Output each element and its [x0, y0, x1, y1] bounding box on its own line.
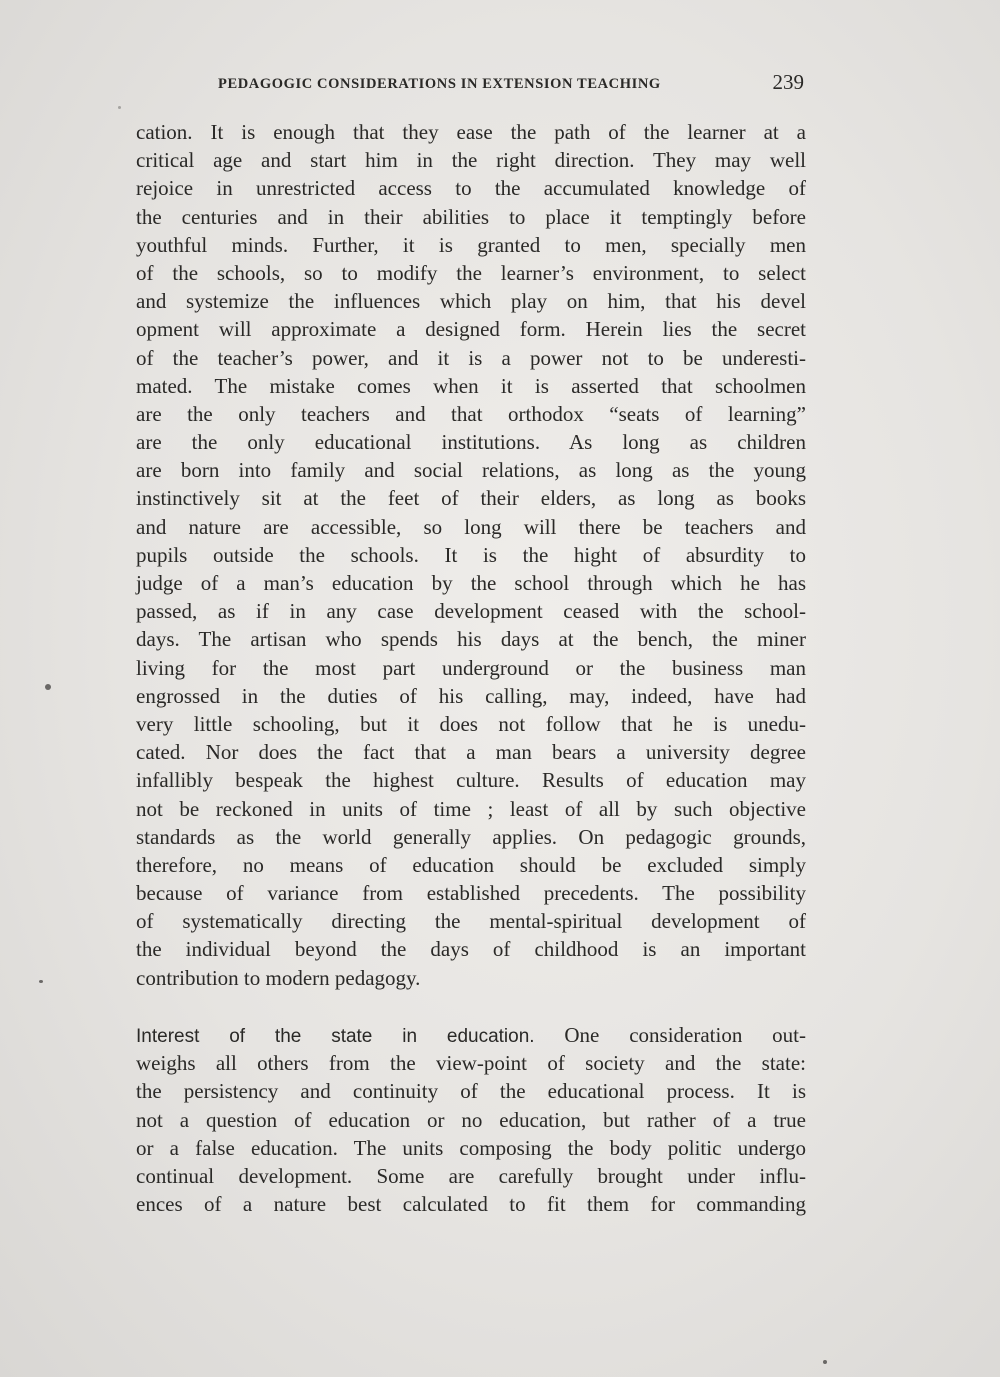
- text-line: the centuries and in their abilities to place it temptingly before: [136, 204, 806, 229]
- text-line: of the schools, so to modify the learner’s environment, to select: [136, 260, 806, 285]
- text-line: opment will approximate a designed form. Herein lies the secret: [136, 317, 806, 342]
- text-line: cated. Nor does the fact that a man bears a university degree: [136, 740, 806, 765]
- text-line: of systematically directing the mental-spiritual development of: [136, 909, 806, 934]
- text-line: are the only educational institutions. As long as children: [136, 430, 806, 455]
- text-line: the persistency and continuity of the educational process. It is: [136, 1079, 806, 1104]
- paper-speck: [823, 1360, 827, 1364]
- text-line: very little schooling, but it does not follow that he is unedu-: [136, 711, 806, 736]
- side-heading: Interest of the state in education.: [136, 1026, 535, 1047]
- text-line: or a false education. The units composing the body politic undergo: [136, 1135, 806, 1160]
- running-head: [136, 70, 806, 100]
- text-line: cation. It is enough that they ease the path of the learner at a: [136, 120, 806, 144]
- text-line: are born into family and social relations, as long as the young: [136, 458, 806, 483]
- text-line: and nature are accessible, so long will there be teachers and: [136, 514, 806, 539]
- paragraph-1: [136, 118, 806, 992]
- text-line: weighs all others from the view-point of society and the state:: [136, 1051, 806, 1076]
- text-line: judge of a man’s education by the school through which he has: [136, 571, 806, 595]
- text-line: are the only teachers and that orthodox “seats of learning”: [136, 401, 806, 426]
- text-line: the individual beyond the days of childhood is an important: [136, 937, 806, 962]
- text-line-rest: One consideration out-: [564, 1023, 806, 1047]
- page-number: 239: [772, 70, 804, 94]
- text-line: infallibly bespeak the highest culture. Results of education may: [136, 768, 806, 793]
- paper-speck: [118, 106, 121, 109]
- text-line: therefore, no means of education should be excluded simply: [136, 852, 806, 877]
- text-line: living for the most part underground or the business man: [136, 655, 806, 680]
- text-line: contribution to modern pedagogy.: [136, 965, 421, 990]
- text-line: because of variance from established precedents. The possibility: [136, 881, 806, 906]
- text-line: youthful minds. Further, it is granted to men, specially men: [136, 232, 806, 257]
- text-line: mated. The mistake comes when it is asserted that schoolmen: [136, 373, 806, 398]
- text-line: engrossed in the duties of his calling, may, indeed, have had: [136, 683, 806, 708]
- paragraph-2: [136, 1021, 806, 1218]
- text-line: passed, as if in any case development ceased with the school-: [136, 599, 806, 624]
- paper-speck: [45, 684, 51, 690]
- text-line: not a question of education or no education, but rather of a true: [136, 1107, 806, 1132]
- text-line: standards as the world generally applies. On pedagogic grounds,: [136, 824, 806, 849]
- running-title: PEDAGOGIC CONSIDERATIONS IN EXTENSION TEACHING: [218, 76, 661, 92]
- text-line: continual development. Some are carefully brought under influ-: [136, 1163, 806, 1188]
- text-line: rejoice in unrestricted access to the accumulated knowledge of: [136, 176, 806, 201]
- text-line: and systemize the influences which play on him, that his devel: [136, 289, 806, 314]
- text-line: instinctively sit at the feet of their elders, as long as books: [136, 486, 806, 511]
- text-line: pupils outside the schools. It is the hight of absurdity to: [136, 542, 806, 567]
- text-line: of the teacher’s power, and it is a power not to be underesti-: [136, 345, 806, 370]
- text-line: critical age and start him in the right direction. They may well: [136, 148, 806, 173]
- paper-speck: [39, 980, 43, 983]
- text-line: days. The artisan who spends his days at the bench, the miner: [136, 627, 806, 652]
- text-line: ences of a nature best calculated to fit them for commanding: [136, 1192, 806, 1217]
- text-line: not be reckoned in units of time ; least of all by such objective: [136, 796, 806, 821]
- text-line: [136, 1021, 806, 1049]
